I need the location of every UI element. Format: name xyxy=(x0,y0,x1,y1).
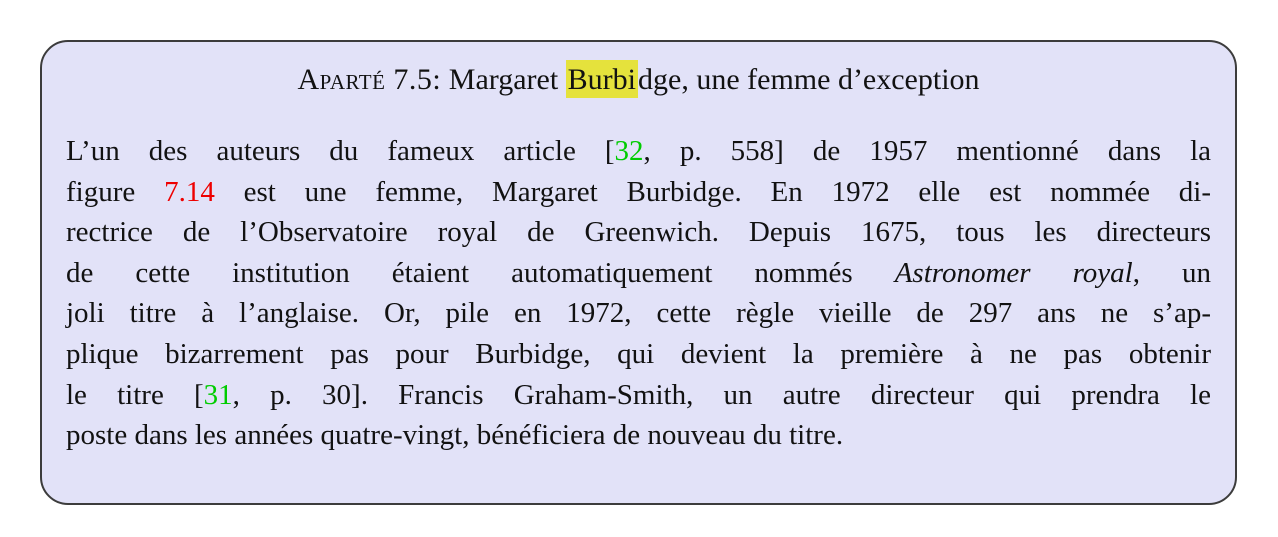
text-run: rectrice de l’Observatoire royal de Greenwich. Depuis 1675, tous les directeurs xyxy=(66,216,1211,249)
text-line xyxy=(66,212,1211,253)
text-line xyxy=(66,172,1211,213)
text-run: figure xyxy=(66,175,165,208)
text-run: dge, une femme d’exception xyxy=(638,63,980,96)
text-line xyxy=(66,415,1211,456)
text-run: poste dans les années quatre-vingt, bénéficiera de nouveau du titre. xyxy=(66,419,844,452)
search-highlight: Burbi xyxy=(566,60,638,98)
text-line xyxy=(66,253,1211,294)
text-run: est une femme, Margaret Burbidge. En 1972 elle est nommée di- xyxy=(214,175,1212,208)
figure-ref-link[interactable]: 7.14 xyxy=(164,175,215,208)
text-run: plique bizarrement pas pour Burbidge, qui devient la première à ne pas obtenir xyxy=(66,337,1211,370)
citation-link[interactable]: 31 xyxy=(203,378,233,411)
text-run: de cette institution étaient automatiquement nommés xyxy=(66,256,895,289)
text-run: joli titre à l’anglaise. Or, pile en 1972, cette règle vieille de 297 ans ne s’ap- xyxy=(66,297,1211,330)
text-line xyxy=(66,334,1211,375)
aparte-box xyxy=(40,40,1237,505)
text-line xyxy=(66,293,1211,334)
text-run: , un xyxy=(1132,256,1211,289)
aparte-label: Aparté 7.5: xyxy=(297,63,442,96)
text-run: le titre [ xyxy=(66,378,204,411)
text-run: Margaret xyxy=(441,63,566,96)
citation-link[interactable]: 32 xyxy=(614,135,644,167)
aparte-title xyxy=(42,63,1235,97)
text-run: L’un des auteurs du fameux article [ xyxy=(66,135,615,167)
italic-term: Astronomer royal xyxy=(894,256,1133,289)
text-run: , p. 558] de 1957 mentionné dans la xyxy=(643,135,1212,167)
text-run: , p. 30]. Francis Graham-Smith, un autre directeur qui prendra le xyxy=(232,378,1211,411)
aparte-body xyxy=(66,131,1211,456)
text-line xyxy=(66,131,1211,172)
text-line xyxy=(66,375,1211,416)
